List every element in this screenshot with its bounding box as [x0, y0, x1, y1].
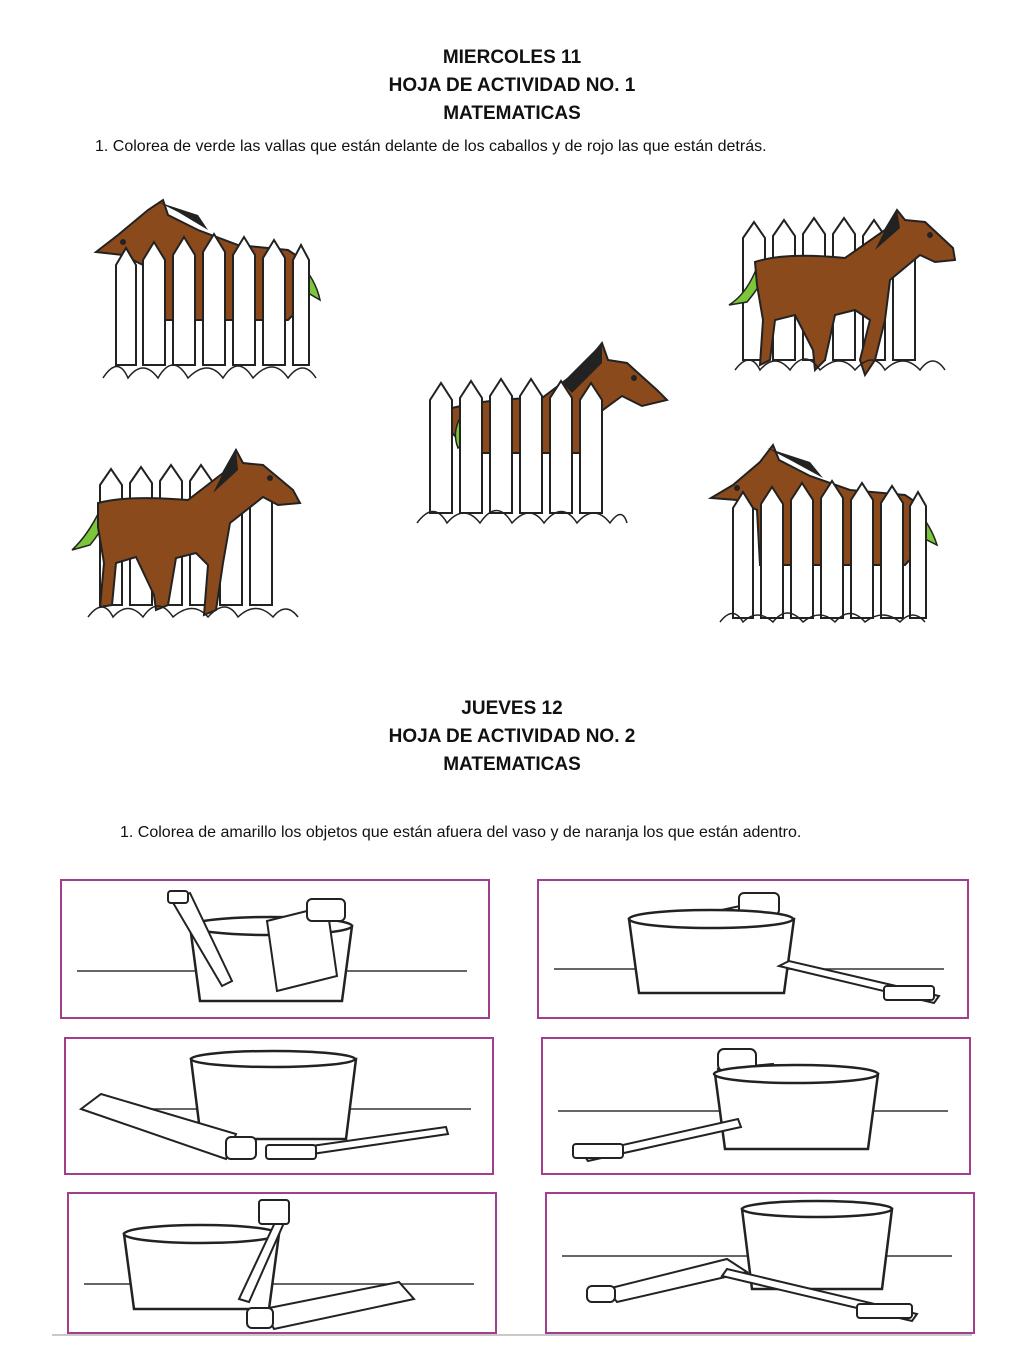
glass-scene-panel [537, 879, 969, 1019]
toothbrush-icon [779, 961, 939, 1003]
fence-icon [733, 481, 926, 618]
toothpaste-icon [267, 899, 345, 991]
toothbrush-icon [573, 1119, 741, 1161]
grass-icon [88, 606, 298, 617]
glass-scene-panel [545, 1192, 975, 1334]
glass-icon [714, 1065, 878, 1149]
glass-icon [742, 1201, 892, 1289]
glass-scene-panel [67, 1192, 497, 1334]
toothpaste-icon [587, 1259, 747, 1302]
grass-icon [103, 365, 316, 378]
horse-in-front-fence-illustration [725, 200, 965, 385]
horse-behind-fence-illustration [88, 190, 328, 385]
glass-scene-panel [541, 1037, 971, 1175]
glass-icon [191, 1051, 356, 1139]
section1-day-title: MIERCOLES 11 [442, 47, 582, 68]
horse-behind-fence-illustration [412, 338, 672, 528]
glass-icon [629, 910, 794, 993]
section2-subject-title: MATEMATICAS [443, 754, 581, 775]
glass-scene-panel [60, 879, 490, 1019]
section1-instruction: 1. Colorea de verde las vallas que están delante de los caballos y de rojo las que están detrás. [95, 138, 767, 155]
section1-sheet-title: HOJA DE ACTIVIDAD NO. 1 [388, 75, 636, 96]
horse-behind-fence-illustration [705, 440, 950, 625]
horse-in-front-fence-illustration [68, 445, 313, 625]
section2-day-title: JUEVES 12 [461, 698, 563, 719]
section2-instruction: 1. Colorea de amarillo los objetos que están afuera del vaso y de naranja los que están adentro. [120, 824, 802, 841]
section1-subject-title: MATEMATICAS [443, 103, 581, 124]
glass-scene-panel [64, 1037, 494, 1175]
section2-sheet-title: HOJA DE ACTIVIDAD NO. 2 [388, 726, 636, 747]
page-bottom-divider [52, 1334, 972, 1336]
